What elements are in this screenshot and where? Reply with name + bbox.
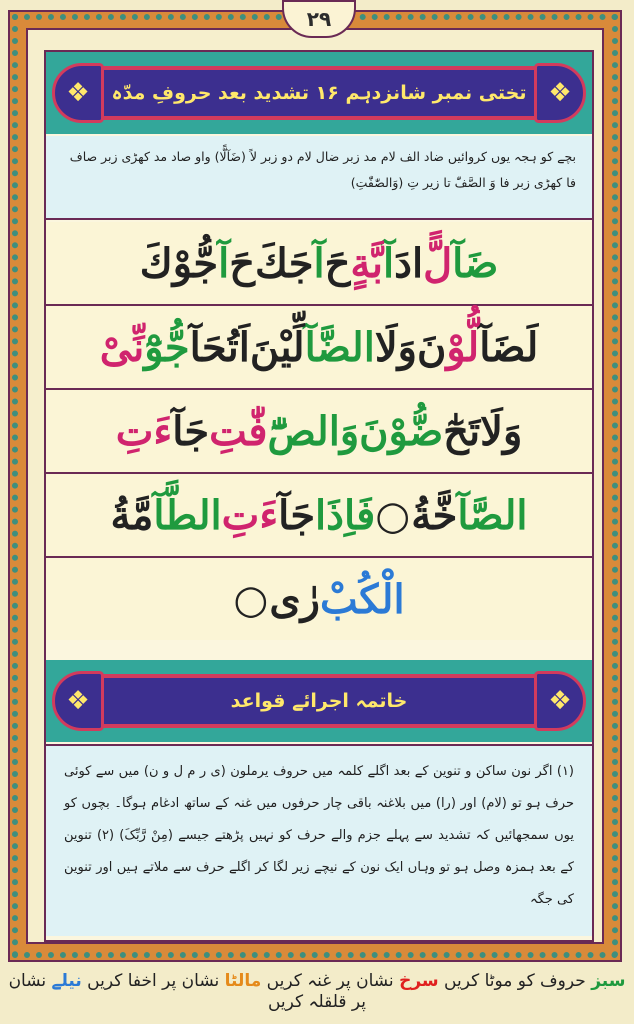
arabic-segment: جُّوْكَ: [139, 239, 219, 287]
rules-text: (۱) اگر نون ساکن و تنوین کے بعد اگلے کلمہ میں حروف یرملون (ی ر م ل و ن) میں سے کوئی حرف ہو تو (لام) اور (را) میں بلاغنہ باقی چار حرفوں میں غنہ کے ساتھ ادغام ہوگا۔ بچوں کو یوں سمجھائیں کہ تشدید سے پہلے جزم والے حرف کو نہیں پڑھتے جیسے (مِنْ رَّبِّکَ) (۲) تنوین کے بعد ہمزہ وصل ہو تو وہاں ایک نون کے نیچے زیر لگا کر اگلے حرف سے ملاتے ہیں اور تنوین کی جگہ: [46, 744, 592, 936]
rules-title: خاتمہ اجرائے قواعد: [99, 674, 539, 728]
arabic-segment: الضَّآ: [304, 323, 375, 371]
arabic-practice-rows: [46, 222, 592, 640]
arabic-row: [46, 474, 592, 558]
legend-green-key: سبز: [591, 971, 626, 991]
arabic-segment: الْكُبْ: [319, 575, 405, 623]
arabic-segment: الطَّآ: [153, 491, 222, 539]
arabic-segment: تَحٰٓ: [443, 407, 481, 455]
ornament-icon: ❖: [534, 671, 586, 731]
ornament-icon: ❖: [52, 63, 104, 123]
arabic-segment: خَّةُ: [411, 491, 458, 539]
lesson-panel: [44, 50, 594, 942]
arabic-segment: آ: [383, 239, 395, 287]
arabic-segment: بَّةٍ: [350, 239, 383, 287]
arabic-segment: رٰى: [269, 575, 320, 623]
legend-blue-text: نشان پر قلقلہ کریں: [8, 971, 366, 1012]
arabic-segment: جَآ: [172, 407, 210, 455]
arabic-segment: اَتُحَآ: [189, 323, 250, 371]
arabic-segment: ضُّوْنَ: [359, 407, 444, 455]
page-number: ۲۹: [282, 0, 356, 38]
arabic-row: [46, 222, 592, 306]
legend-orange-key: مالٹا: [224, 971, 262, 991]
arabic-segment: لَضَآ: [479, 323, 539, 371]
arabic-segment: نَ: [416, 323, 447, 371]
arabic-row: [46, 306, 592, 390]
arabic-segment: دَ: [394, 239, 412, 287]
lesson-title: تختی نمبر شانزدہم ۱۶ تشدید بعد حروفِ مدّہ: [99, 66, 539, 120]
arabic-segment: جَكَ: [255, 239, 314, 287]
legend-green-text: حروف کو موٹا کریں: [438, 971, 592, 991]
arabic-segment: فّٰتِ: [209, 407, 268, 455]
arabic-segment: وَلَا: [374, 323, 417, 371]
arabic-segment: فَاِذَا: [315, 491, 376, 539]
arabic-segment: لُّوْ: [446, 323, 480, 371]
arabic-segment: آ: [313, 239, 325, 287]
arabic-segment: ○: [233, 575, 270, 623]
arabic-segment: حَ: [229, 239, 256, 287]
arabic-segment: وَلَا: [480, 407, 523, 455]
arabic-segment: الصَّآ: [457, 491, 528, 539]
arabic-segment: حَ: [324, 239, 351, 287]
legend-red-key: سرخ: [399, 971, 439, 991]
arabic-row: [46, 558, 592, 640]
color-legend: [0, 970, 634, 1012]
legend-blue-key: نیلے: [51, 971, 82, 991]
arabic-segment: ضَآ: [452, 239, 499, 287]
teacher-instruction: بچے کو ہجہ یوں کروائیں ضاد الف لام مد زبر ضال لام دو زبر لاً (ضَآلًّا) واو صاد مد کھڑی زبر صاف فا کھڑی زبر فا وَ الصَّفّٰ تا زیر تِ (وَالصّٰفّٰتِ): [46, 136, 592, 220]
legend-orange-text: نشان پر اخفا کریں: [81, 971, 225, 991]
arabic-segment: لًّ: [423, 239, 453, 287]
arabic-segment: لِّيْنَ: [249, 323, 305, 371]
arabic-segment: نِّىْ: [99, 323, 145, 371]
arabic-row: [46, 390, 592, 474]
arabic-segment: جَآ: [278, 491, 316, 539]
arabic-segment: مَّةُ: [110, 491, 154, 539]
arabic-segment: ○: [375, 491, 412, 539]
rules-title-banner: [46, 660, 592, 742]
arabic-segment: جُّوْٓ: [144, 323, 190, 371]
arabic-segment: وَالصّٰٓ: [267, 407, 360, 455]
arabic-segment: ءَتِ: [115, 407, 173, 455]
arabic-segment: ءَتِ: [221, 491, 279, 539]
ornament-icon: ❖: [534, 63, 586, 123]
legend-red-text: نشان پر غنہ کریں: [261, 971, 400, 991]
arabic-segment: آ: [218, 239, 230, 287]
arabic-segment: ا: [411, 239, 424, 287]
lesson-title-banner: [46, 52, 592, 134]
ornament-icon: ❖: [52, 671, 104, 731]
